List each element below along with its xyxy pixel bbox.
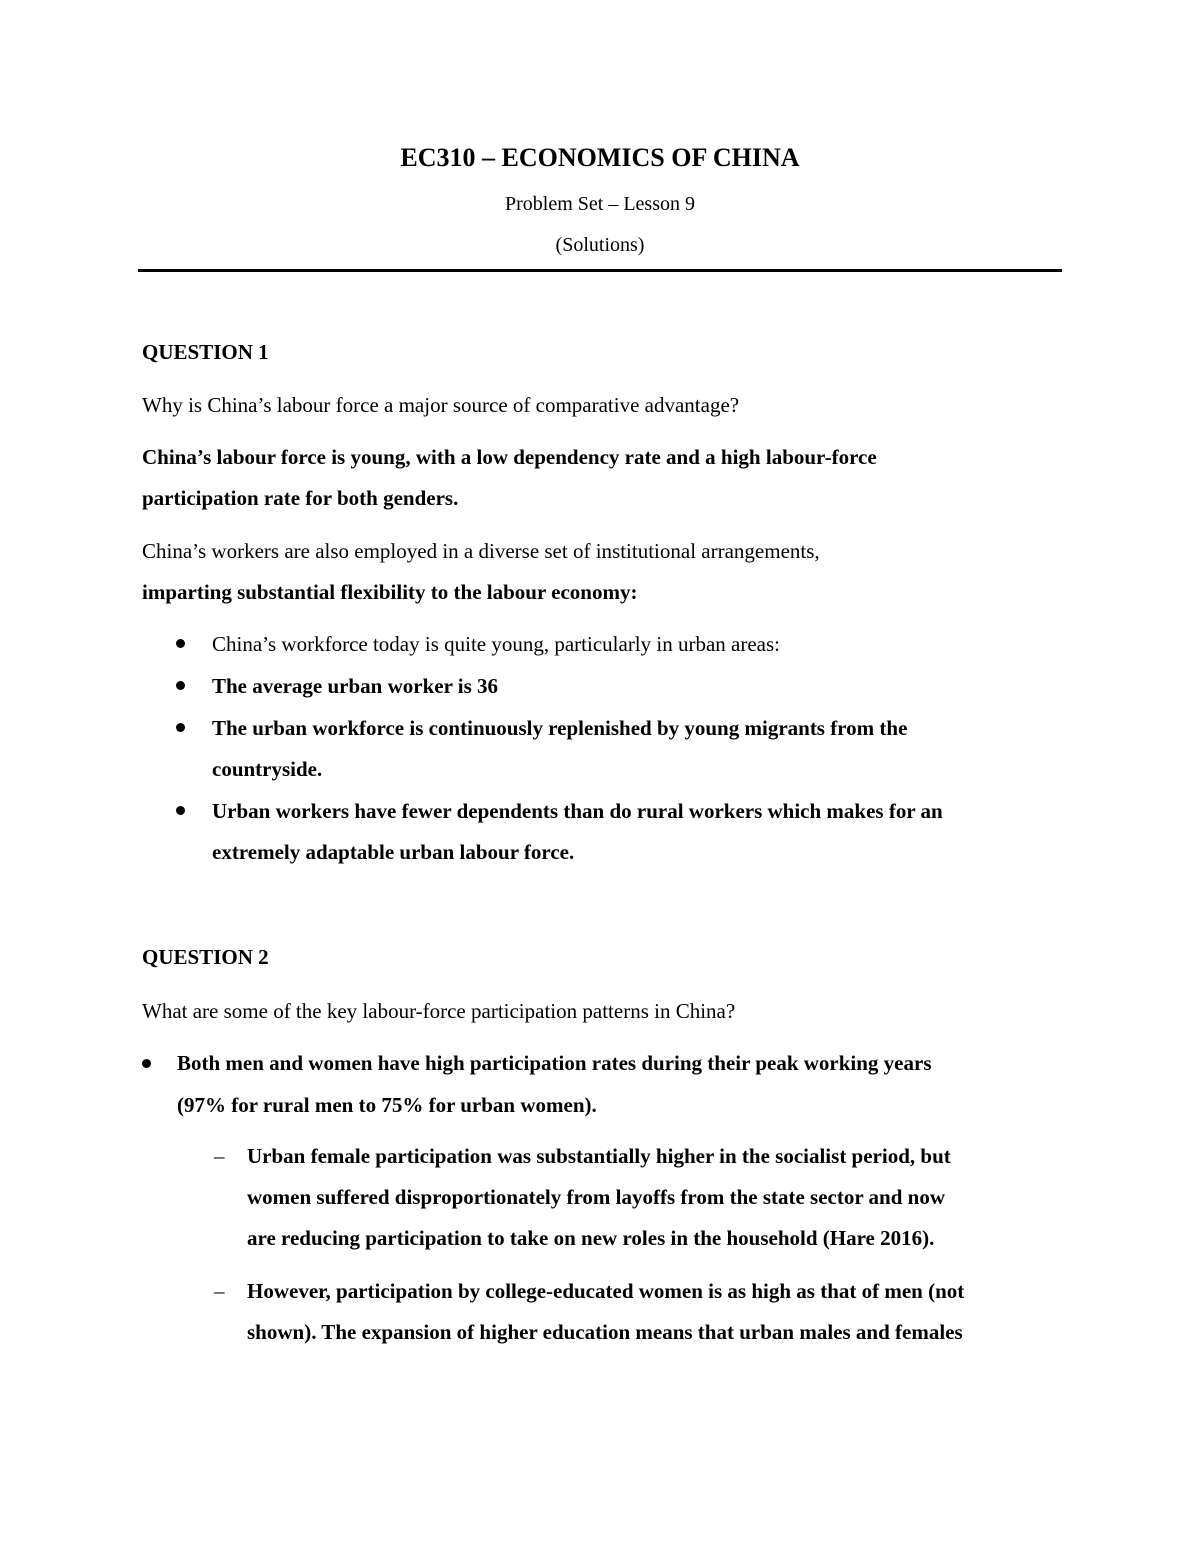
answer-2-bullet-1-line-1: Both men and women have high participation rates during their peak working years bbox=[177, 1051, 932, 1075]
answer-2-sub-1-line-2: women suffered disproportionately from layoffs from the state sector and now bbox=[247, 1185, 945, 1209]
answer-1-bullet-4-line-2: extremely adaptable urban labour force. bbox=[212, 840, 575, 864]
answer-1-bullet-1: China’s workforce today is quite young, particularly in urban areas: bbox=[212, 632, 781, 656]
dash-icon: – bbox=[214, 1144, 225, 1168]
question-1-heading: QUESTION 1 bbox=[142, 340, 269, 364]
answer-1-line-1: China’s labour force is young, with a low dependency rate and a high labour-force bbox=[142, 445, 877, 469]
bullet-icon bbox=[176, 639, 185, 648]
document-subtitle-solutions: (Solutions) bbox=[555, 234, 645, 256]
answer-1-para2-line-2: imparting substantial flexibility to the labour economy: bbox=[142, 580, 638, 604]
bullet-icon bbox=[142, 1059, 151, 1068]
answer-1-bullet-2: The average urban worker is 36 bbox=[212, 674, 499, 698]
answer-1-line-2: participation rate for both genders. bbox=[142, 486, 459, 510]
answer-1-para2-line-1: China’s workers are also employed in a diverse set of institutional arrangements, bbox=[142, 539, 820, 563]
answer-2-sub-1-line-1: Urban female participation was substantially higher in the socialist period, but bbox=[247, 1144, 951, 1168]
answer-1-bullet-3-line-1: The urban workforce is continuously replenished by young migrants from the bbox=[212, 716, 908, 740]
bullet-icon bbox=[176, 723, 185, 732]
bullet-icon bbox=[176, 681, 185, 690]
answer-1-bullet-4-line-1: Urban workers have fewer dependents than do rural workers which makes for an bbox=[212, 799, 943, 823]
question-1-text: Why is China’s labour force a major source of comparative advantage? bbox=[142, 393, 740, 417]
document-title: EC310 – ECONOMICS OF CHINA bbox=[400, 143, 800, 172]
answer-2-sub-1-line-3: are reducing participation to take on new roles in the household (Hare 2016). bbox=[247, 1226, 935, 1250]
answer-2-sub-2-line-1: However, participation by college-educated women is as high as that of men (not bbox=[247, 1279, 965, 1303]
answer-2-bullet-1-line-2: (97% for rural men to 75% for urban women). bbox=[177, 1093, 597, 1117]
bullet-icon bbox=[176, 806, 185, 815]
question-2-text: What are some of the key labour-force participation patterns in China? bbox=[142, 999, 736, 1023]
answer-2-sub-2-line-2: shown). The expansion of higher education means that urban males and females bbox=[247, 1320, 963, 1344]
header-divider bbox=[138, 269, 1062, 272]
question-2-heading: QUESTION 2 bbox=[142, 945, 269, 969]
answer-1-bullet-3-line-2: countryside. bbox=[212, 757, 323, 781]
document-subtitle: Problem Set – Lesson 9 bbox=[505, 193, 695, 215]
dash-icon: – bbox=[214, 1279, 225, 1303]
